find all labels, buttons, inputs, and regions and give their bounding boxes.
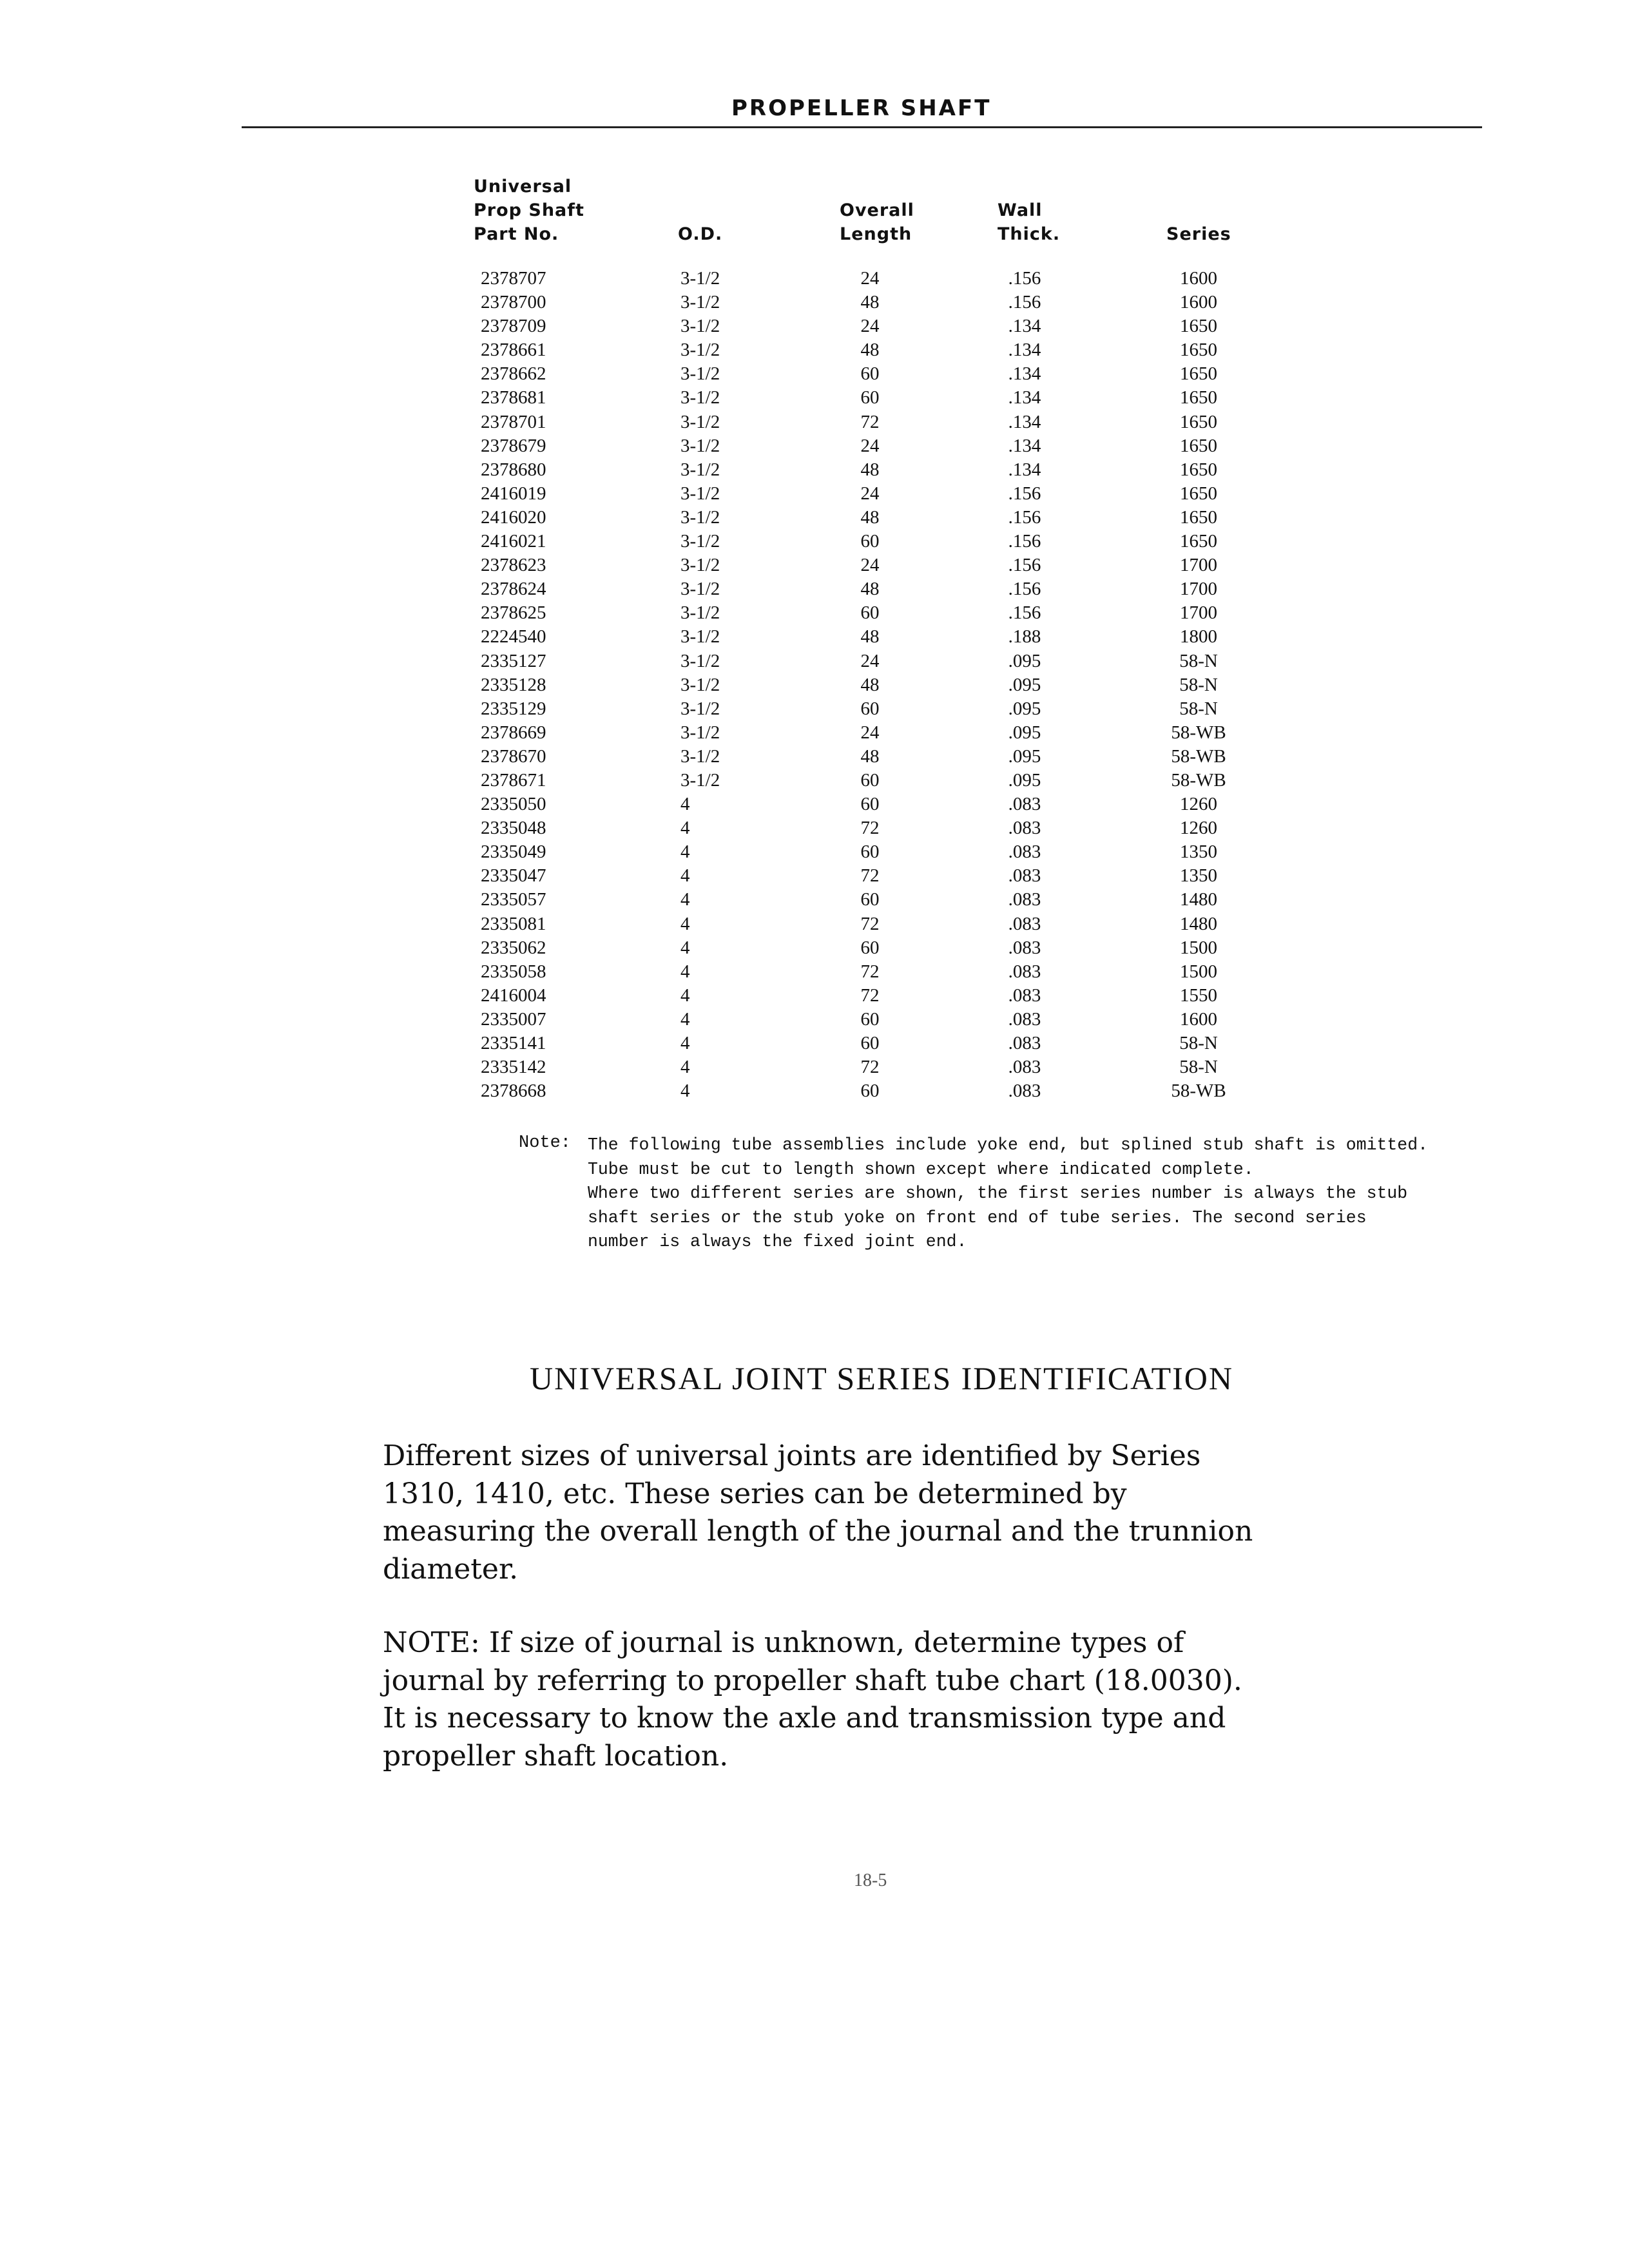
od-cell: 4 <box>680 1033 690 1053</box>
part-number-cell: 2378679 <box>481 435 546 456</box>
note-line: The following tube assemblies include yoke end, but splined stub shaft is omitted. <box>588 1135 1429 1155</box>
od-cell: 3-1/2 <box>680 506 720 528</box>
wall-thick-cell: .083 <box>1008 794 1041 815</box>
wall-thick-cell: .083 <box>1008 841 1041 863</box>
table-row <box>0 555 1629 579</box>
part-number-cell: 2335081 <box>481 913 546 934</box>
note-line: number is always the fixed joint end. <box>588 1232 967 1251</box>
series-cell: 58-WB <box>1171 722 1226 743</box>
series-cell: 1260 <box>1180 794 1217 815</box>
series-cell: 1500 <box>1180 937 1217 958</box>
overall-length-cell: 60 <box>860 769 880 791</box>
column-header-overall-length <box>840 198 914 246</box>
series-cell: 58-WB <box>1171 769 1226 791</box>
table-row <box>0 436 1629 459</box>
table-row <box>0 363 1629 387</box>
part-number-cell: 2335129 <box>481 698 546 719</box>
od-cell: 3-1/2 <box>680 722 720 743</box>
table-row <box>0 387 1629 411</box>
series-cell: 1600 <box>1180 1008 1217 1030</box>
part-number-cell: 2335050 <box>481 794 546 815</box>
wall-thick-cell: .134 <box>1008 411 1041 432</box>
table-row <box>0 865 1629 889</box>
section-title: UNIVERSAL JOINT SERIES IDENTIFICATION <box>530 1360 1234 1396</box>
overall-length-cell: 60 <box>860 1008 880 1030</box>
od-cell: 4 <box>680 1008 690 1030</box>
od-cell: 3-1/2 <box>680 698 720 719</box>
parts-table <box>0 268 1629 1104</box>
table-row <box>0 746 1629 770</box>
series-cell: 1480 <box>1180 913 1217 934</box>
paragraph-line: propeller shaft location. <box>383 1739 729 1773</box>
od-cell: 3-1/2 <box>680 626 720 648</box>
od-cell: 3-1/2 <box>680 579 720 600</box>
od-cell: 4 <box>680 961 690 982</box>
wall-thick-cell: .134 <box>1008 435 1041 456</box>
wall-thick-cell: .134 <box>1008 387 1041 408</box>
wall-thick-cell: .156 <box>1008 483 1041 504</box>
overall-length-cell: 72 <box>860 1057 880 1078</box>
od-cell: 4 <box>680 1081 690 1102</box>
note-text <box>588 1133 1503 1254</box>
wall-thick-cell: .095 <box>1008 769 1041 791</box>
overall-length-cell: 24 <box>860 435 880 456</box>
part-number-cell: 2335127 <box>481 650 546 671</box>
overall-length-cell: 60 <box>860 602 880 624</box>
overall-length-cell: 72 <box>860 411 880 432</box>
wall-thick-cell: .095 <box>1008 650 1041 671</box>
part-number-cell: 2416020 <box>481 506 546 528</box>
od-cell: 3-1/2 <box>680 387 720 408</box>
part-number-cell: 2378661 <box>481 340 546 361</box>
od-cell: 3-1/2 <box>680 268 720 289</box>
paragraph-line: diameter. <box>383 1552 519 1586</box>
overall-length-cell: 60 <box>860 363 880 385</box>
overall-length-cell: 60 <box>860 889 880 910</box>
table-row <box>0 675 1629 698</box>
note-line: Tube must be cut to length shown except where indicated complete. <box>588 1159 1254 1179</box>
series-cell: 58-N <box>1179 650 1218 671</box>
note-line: Where two different series are shown, the first series number is always the stub <box>588 1184 1408 1203</box>
column-header-wall-thick <box>998 198 1060 246</box>
series-cell: 1650 <box>1180 435 1217 456</box>
column-header-line: Wall <box>998 200 1043 220</box>
part-number-cell: 2335142 <box>481 1057 546 1078</box>
table-row <box>0 841 1629 865</box>
wall-thick-cell: .156 <box>1008 531 1041 552</box>
column-header-line: Series <box>1166 224 1231 244</box>
series-cell: 1480 <box>1180 889 1217 910</box>
wall-thick-cell: .083 <box>1008 1008 1041 1030</box>
series-cell: 58-N <box>1179 1033 1218 1053</box>
column-header-line: Length <box>840 224 912 244</box>
part-number-cell: 2335048 <box>481 818 546 839</box>
wall-thick-cell: .083 <box>1008 1081 1041 1102</box>
od-cell: 3-1/2 <box>680 650 720 671</box>
overall-length-cell: 48 <box>860 340 880 361</box>
part-number-cell: 2378669 <box>481 722 546 743</box>
od-cell: 4 <box>680 937 690 958</box>
note-line: shaft series or the stub yoke on front end of tube series. The second series <box>588 1207 1367 1227</box>
overall-length-cell: 72 <box>860 913 880 934</box>
table-row <box>0 602 1629 626</box>
part-number-cell: 2378668 <box>481 1081 546 1102</box>
overall-length-cell: 60 <box>860 1033 880 1053</box>
overall-length-cell: 72 <box>860 985 880 1006</box>
part-number-cell: 2416004 <box>481 985 546 1006</box>
wall-thick-cell: .095 <box>1008 674 1041 695</box>
wall-thick-cell: .083 <box>1008 1033 1041 1053</box>
overall-length-cell: 60 <box>860 841 880 863</box>
overall-length-cell: 24 <box>860 722 880 743</box>
table-row <box>0 626 1629 650</box>
page-title: PROPELLER SHAFT <box>731 95 992 121</box>
overall-length-cell: 24 <box>860 316 880 337</box>
part-number-cell: 2335058 <box>481 961 546 982</box>
wall-thick-cell: .083 <box>1008 1057 1041 1078</box>
series-cell: 1350 <box>1180 841 1217 863</box>
od-cell: 3-1/2 <box>680 531 720 552</box>
wall-thick-cell: .134 <box>1008 459 1041 480</box>
overall-length-cell: 60 <box>860 937 880 958</box>
wall-thick-cell: .134 <box>1008 340 1041 361</box>
overall-length-cell: 72 <box>860 961 880 982</box>
overall-length-cell: 72 <box>860 818 880 839</box>
overall-length-cell: 60 <box>860 531 880 552</box>
table-row <box>0 914 1629 937</box>
table-row <box>0 961 1629 985</box>
column-header-line: Universal <box>474 177 572 197</box>
overall-length-cell: 48 <box>860 579 880 600</box>
table-row <box>0 1057 1629 1081</box>
column-header-series <box>1166 222 1231 246</box>
series-cell: 1700 <box>1180 579 1217 600</box>
od-cell: 3-1/2 <box>680 435 720 456</box>
wall-thick-cell: .083 <box>1008 913 1041 934</box>
table-row <box>0 507 1629 531</box>
part-number-cell: 2378662 <box>481 363 546 385</box>
overall-length-cell: 72 <box>860 865 880 887</box>
paragraph-line: NOTE: If size of journal is unknown, determine types of <box>383 1626 1184 1659</box>
table-row <box>0 459 1629 483</box>
part-number-cell: 2335007 <box>481 1008 546 1030</box>
table-row <box>0 579 1629 602</box>
overall-length-cell: 48 <box>860 674 880 695</box>
wall-thick-cell: .188 <box>1008 626 1041 648</box>
series-cell: 1650 <box>1180 340 1217 361</box>
series-cell: 1650 <box>1180 363 1217 385</box>
overall-length-cell: 24 <box>860 483 880 504</box>
wall-thick-cell: .095 <box>1008 722 1041 743</box>
series-cell: 1650 <box>1180 411 1217 432</box>
column-header-line: O.D. <box>678 224 723 244</box>
series-cell: 1650 <box>1180 316 1217 337</box>
table-row <box>0 722 1629 746</box>
part-number-cell: 2335049 <box>481 841 546 863</box>
overall-length-cell: 24 <box>860 555 880 576</box>
series-cell: 58-N <box>1179 674 1218 695</box>
overall-length-cell: 24 <box>860 268 880 289</box>
wall-thick-cell: .095 <box>1008 745 1041 767</box>
series-cell: 58-WB <box>1171 1081 1226 1102</box>
series-cell: 1600 <box>1180 292 1217 313</box>
table-row <box>0 985 1629 1009</box>
series-cell: 1800 <box>1180 626 1217 648</box>
series-cell: 1500 <box>1180 961 1217 982</box>
od-cell: 3-1/2 <box>680 340 720 361</box>
table-row <box>0 412 1629 436</box>
overall-length-cell: 60 <box>860 1081 880 1102</box>
column-header-line: Prop Shaft <box>474 200 584 220</box>
wall-thick-cell: .083 <box>1008 937 1041 958</box>
table-row <box>0 770 1629 794</box>
overall-length-cell: 48 <box>860 459 880 480</box>
table-row <box>0 1081 1629 1104</box>
part-number-cell: 2378671 <box>481 769 546 791</box>
series-cell: 1550 <box>1180 985 1217 1006</box>
part-number-cell: 2378624 <box>481 579 546 600</box>
table-row <box>0 340 1629 363</box>
table-row <box>0 794 1629 818</box>
table-row <box>0 818 1629 841</box>
series-cell: 1600 <box>1180 268 1217 289</box>
od-cell: 4 <box>680 985 690 1006</box>
series-cell: 1650 <box>1180 531 1217 552</box>
od-cell: 3-1/2 <box>680 602 720 624</box>
wall-thick-cell: .083 <box>1008 961 1041 982</box>
wall-thick-cell: .095 <box>1008 698 1041 719</box>
part-number-cell: 2335057 <box>481 889 546 910</box>
part-number-cell: 2335128 <box>481 674 546 695</box>
table-row <box>0 889 1629 913</box>
table-row <box>0 292 1629 316</box>
table-row <box>0 316 1629 340</box>
column-header-line: Overall <box>840 200 914 220</box>
part-number-cell: 2416021 <box>481 531 546 552</box>
overall-length-cell: 60 <box>860 794 880 815</box>
od-cell: 3-1/2 <box>680 411 720 432</box>
series-cell: 1260 <box>1180 818 1217 839</box>
table-row <box>0 268 1629 292</box>
column-header-od <box>678 222 722 246</box>
part-number-cell: 2378700 <box>481 292 546 313</box>
part-number-cell: 2335062 <box>481 937 546 958</box>
wall-thick-cell: .083 <box>1008 818 1041 839</box>
wall-thick-cell: .083 <box>1008 889 1041 910</box>
od-cell: 3-1/2 <box>680 363 720 385</box>
series-cell: 58-WB <box>1171 745 1226 767</box>
series-cell: 1650 <box>1180 459 1217 480</box>
od-cell: 4 <box>680 794 690 815</box>
od-cell: 4 <box>680 818 690 839</box>
part-number-cell: 2335047 <box>481 865 546 887</box>
paragraph-line: 1310, 1410, etc. These series can be determined by <box>383 1477 1127 1510</box>
note-label: Note: <box>519 1133 572 1153</box>
part-number-cell: 2378681 <box>481 387 546 408</box>
table-row <box>0 531 1629 555</box>
series-cell: 1650 <box>1180 506 1217 528</box>
od-cell: 3-1/2 <box>680 459 720 480</box>
paragraph-line: measuring the overall length of the journal and the trunnion <box>383 1515 1253 1548</box>
series-cell: 1650 <box>1180 483 1217 504</box>
od-cell: 3-1/2 <box>680 555 720 576</box>
od-cell: 3-1/2 <box>680 483 720 504</box>
paragraph-line: Different sizes of universal joints are identified by Series <box>383 1439 1201 1472</box>
paragraph-line: It is necessary to know the axle and transmission type and <box>383 1702 1226 1735</box>
overall-length-cell: 48 <box>860 506 880 528</box>
od-cell: 3-1/2 <box>680 292 720 313</box>
wall-thick-cell: .156 <box>1008 602 1041 624</box>
wall-thick-cell: .156 <box>1008 555 1041 576</box>
paragraph-line: journal by referring to propeller shaft tube chart (18.0030). <box>383 1664 1242 1697</box>
part-number-cell: 2378709 <box>481 316 546 337</box>
overall-length-cell: 24 <box>860 650 880 671</box>
page-header <box>242 95 1482 128</box>
series-cell: 58-N <box>1179 1057 1218 1078</box>
series-cell: 1650 <box>1180 387 1217 408</box>
od-cell: 4 <box>680 1057 690 1078</box>
wall-thick-cell: .156 <box>1008 506 1041 528</box>
part-number-cell: 2378625 <box>481 602 546 624</box>
od-cell: 4 <box>680 889 690 910</box>
table-row <box>0 937 1629 961</box>
part-number-cell: 2378623 <box>481 555 546 576</box>
column-header-line: Part No. <box>474 224 559 244</box>
wall-thick-cell: .156 <box>1008 268 1041 289</box>
overall-length-cell: 60 <box>860 698 880 719</box>
page-number: 18-5 <box>854 1870 887 1890</box>
part-number-cell: 2335141 <box>481 1033 546 1053</box>
series-cell: 1700 <box>1180 602 1217 624</box>
overall-length-cell: 48 <box>860 626 880 648</box>
column-header-part-no <box>474 175 584 246</box>
table-row <box>0 1033 1629 1057</box>
part-number-cell: 2378670 <box>481 745 546 767</box>
od-cell: 3-1/2 <box>680 316 720 337</box>
overall-length-cell: 48 <box>860 292 880 313</box>
od-cell: 3-1/2 <box>680 769 720 791</box>
part-number-cell: 2378701 <box>481 411 546 432</box>
od-cell: 4 <box>680 913 690 934</box>
part-number-cell: 2378707 <box>481 268 546 289</box>
wall-thick-cell: .083 <box>1008 865 1041 887</box>
overall-length-cell: 60 <box>860 387 880 408</box>
part-number-cell: 2416019 <box>481 483 546 504</box>
wall-thick-cell: .156 <box>1008 292 1041 313</box>
part-number-cell: 2378680 <box>481 459 546 480</box>
table-row <box>0 651 1629 675</box>
paragraph-note <box>383 1624 1362 1775</box>
od-cell: 3-1/2 <box>680 674 720 695</box>
wall-thick-cell: .083 <box>1008 985 1041 1006</box>
table-row <box>0 1009 1629 1033</box>
od-cell: 3-1/2 <box>680 745 720 767</box>
table-row <box>0 698 1629 722</box>
wall-thick-cell: .134 <box>1008 316 1041 337</box>
od-cell: 4 <box>680 841 690 863</box>
series-cell: 58-N <box>1179 698 1218 719</box>
column-header-line: Thick. <box>998 224 1061 244</box>
wall-thick-cell: .156 <box>1008 579 1041 600</box>
od-cell: 4 <box>680 865 690 887</box>
wall-thick-cell: .134 <box>1008 363 1041 385</box>
paragraph-series <box>383 1437 1362 1588</box>
part-number-cell: 2224540 <box>481 626 546 648</box>
series-cell: 1350 <box>1180 865 1217 887</box>
table-row <box>0 483 1629 507</box>
series-cell: 1700 <box>1180 555 1217 576</box>
overall-length-cell: 48 <box>860 745 880 767</box>
